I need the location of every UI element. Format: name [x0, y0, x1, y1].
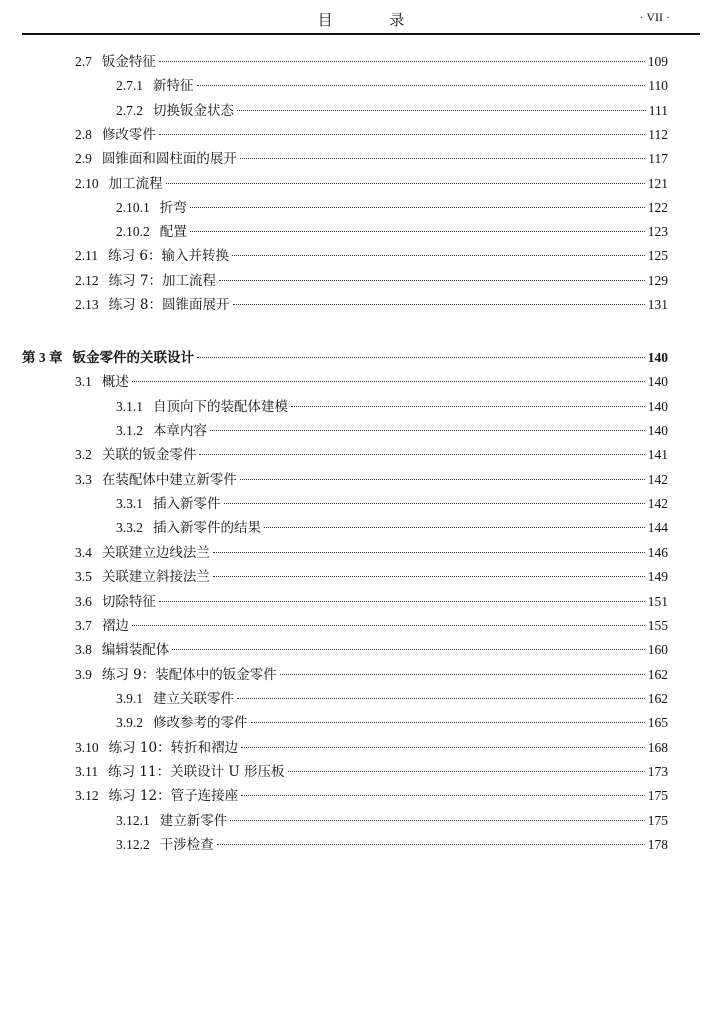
toc-dot-leader	[172, 649, 644, 650]
toc-entry-row	[75, 445, 668, 465]
toc-dot-leader	[237, 110, 646, 111]
toc-dot-leader	[240, 158, 645, 159]
toc-dot-leader	[132, 625, 645, 626]
toc-entry-title: 修改零件	[101, 126, 156, 143]
toc-entry-page: 151	[647, 593, 668, 609]
toc-dot-leader	[159, 601, 645, 602]
toc-dot-leader	[213, 552, 645, 553]
toc-entry-page: 121	[647, 175, 668, 191]
toc-entry-page: 144	[647, 520, 668, 536]
toc-entry-row	[116, 397, 668, 417]
toc-entry-row	[75, 295, 668, 315]
toc-entry-number: 2.10.1	[116, 199, 150, 215]
toc-entry-row	[75, 174, 668, 194]
toc-entry-row	[75, 640, 668, 660]
toc-entry-title: 练习 7：加工流程	[108, 272, 217, 289]
toc-entry-title: 切换钣金状态	[153, 102, 234, 119]
toc-entry-row	[75, 372, 668, 392]
toc-entry-title: 钣金零件的关联设计	[72, 350, 194, 366]
toc-entry-row	[75, 52, 668, 72]
toc-entry-page: 173	[647, 763, 668, 779]
toc-entry-number: 2.10	[75, 175, 99, 191]
toc-entry-row	[75, 762, 668, 782]
toc-dot-leader	[291, 406, 645, 407]
toc-entry-number: 3.4	[75, 544, 92, 560]
toc-entry-number: 第 3 章	[22, 350, 63, 365]
toc-entry-row	[75, 125, 668, 145]
toc-dot-leader	[251, 722, 645, 723]
toc-entry-row	[75, 271, 668, 291]
toc-entry-page: 140	[647, 423, 668, 439]
toc-entry-page: 168	[647, 739, 668, 755]
header-page-number: · VII ·	[639, 10, 670, 24]
toc-entry-title: 概述	[101, 374, 129, 391]
toc-dot-leader	[132, 381, 645, 382]
toc-dot-leader	[230, 820, 645, 821]
toc-entry-number: 3.12.2	[116, 837, 150, 852]
toc-dot-leader	[232, 255, 645, 256]
toc-entry-title: 练习 10：转折和褶边	[108, 739, 239, 756]
toc-entry-number: 3.12.1	[116, 812, 150, 828]
toc-dot-leader	[210, 430, 645, 431]
toc-entry-page: 131	[647, 297, 668, 312]
toc-entry-page: 160	[647, 642, 668, 658]
toc-dot-leader	[233, 304, 645, 305]
toc-entry-title: 自顶向下的装配体建模	[153, 398, 288, 415]
toc-entry-number: 3.7	[75, 617, 92, 633]
toc-entry-number: 3.9.2	[116, 715, 143, 731]
toc-entry-title: 加工流程	[108, 175, 163, 192]
toc-entry-page: 178	[647, 837, 668, 852]
toc-entry-number: 2.8	[75, 126, 92, 142]
toc-entry-page: 162	[647, 666, 668, 682]
toc-entry-title: 褶边	[101, 617, 129, 634]
toc-entry-number: 3.3.1	[116, 496, 143, 512]
toc-entry-title: 练习 11：关联设计 U 形压板	[108, 763, 285, 780]
toc-dot-leader	[237, 698, 645, 699]
toc-dot-leader	[213, 576, 645, 577]
toc-entry-page: 142	[647, 496, 668, 512]
toc-entry-page: 162	[647, 690, 668, 706]
toc-entry-number: 3.1	[75, 374, 92, 390]
toc-entry-title: 练习 6：输入并转换	[108, 248, 230, 265]
toc-entry-number: 3.8	[75, 642, 92, 658]
toc-entry-row	[75, 786, 668, 806]
toc-entry-title: 练习 8：圆锥面展开	[108, 297, 230, 313]
toc-entry-title: 钣金特征	[101, 54, 156, 70]
toc-entry-number: 3.10	[75, 739, 99, 755]
toc-entry-number: 3.6	[75, 593, 92, 609]
toc-chapter-row	[22, 348, 668, 368]
toc-entry-row	[75, 149, 668, 169]
toc-entry-number: 2.7.1	[116, 78, 143, 94]
toc-entry-number: 2.10.2	[116, 224, 150, 240]
toc-entry-row	[75, 470, 668, 490]
toc-entry-row	[75, 246, 668, 266]
toc-entry-page: 117	[648, 151, 668, 167]
toc-entry-row	[116, 713, 668, 733]
toc-entry-row	[116, 198, 668, 218]
toc-entry-row	[75, 738, 668, 758]
toc-dot-leader	[166, 183, 645, 184]
toc-entry-page: 155	[647, 617, 668, 633]
toc-entry-page: 175	[647, 812, 668, 828]
toc-dot-leader	[280, 674, 645, 675]
toc-entry-title: 折弯	[159, 199, 187, 216]
toc-entry-row	[116, 689, 668, 709]
toc-entry-title: 关联的钣金零件	[101, 447, 197, 464]
toc-dot-leader	[197, 357, 645, 358]
toc-entry-title: 练习 12：管子连接座	[108, 788, 239, 805]
toc-entry-title: 本章内容	[153, 423, 207, 440]
toc-dot-leader	[197, 85, 646, 86]
toc-entry-number: 2.13	[75, 297, 99, 312]
toc-entry-page: 140	[647, 350, 668, 365]
toc-entry-row	[116, 494, 668, 514]
toc-entry-title: 切除特征	[101, 593, 156, 610]
toc-entry-title: 在装配体中建立新零件	[101, 471, 237, 488]
toc-dot-leader	[159, 61, 645, 62]
toc-entry-number: 3.5	[75, 569, 92, 585]
toc-entry-row	[75, 567, 668, 587]
toc-entry-title: 关联建立边线法兰	[101, 544, 210, 561]
header-title: 目 录	[317, 11, 431, 29]
toc-entry-row	[116, 101, 668, 121]
toc-dot-leader	[190, 207, 645, 208]
toc-entry-page: 112	[648, 126, 668, 142]
toc-dot-leader	[241, 747, 645, 748]
toc-entry-number: 3.2	[75, 447, 92, 463]
toc-entry-title: 配置	[159, 224, 187, 241]
toc-entry-number: 3.11	[75, 763, 99, 779]
toc-dot-leader	[217, 844, 645, 845]
toc-entry-row	[116, 811, 668, 831]
toc-dot-leader	[288, 771, 645, 772]
toc-entry-page: 140	[647, 398, 668, 414]
toc-entry-number: 2.7	[75, 54, 92, 69]
toc-entry-number: 3.1.1	[116, 398, 143, 414]
toc-entry-page: 109	[647, 54, 668, 69]
toc-entry-page: 125	[647, 248, 668, 264]
toc-entry-title: 修改参考的零件	[153, 715, 248, 732]
toc-entry-page: 123	[647, 224, 668, 240]
toc-entry-page: 110	[648, 78, 668, 94]
toc-entry-number: 3.3	[75, 471, 92, 487]
toc-entry-title: 建立新零件	[159, 812, 228, 829]
toc-entry-page: 142	[647, 471, 668, 487]
toc-entry-number: 3.9	[75, 666, 92, 682]
toc-entry-row	[116, 76, 668, 96]
toc-entry-row	[116, 518, 668, 538]
toc-entry-number: 3.12	[75, 788, 99, 804]
toc-entry-title: 新特征	[153, 78, 194, 95]
toc-entry-number: 3.1.2	[116, 423, 143, 439]
toc-entry-page: 165	[647, 715, 668, 731]
toc-entry-page: 149	[647, 569, 668, 585]
toc-entry-number: 3.9.1	[116, 690, 143, 706]
toc-entry-number: 2.9	[75, 151, 92, 167]
toc-entry-page: 146	[647, 544, 668, 560]
toc-entry-page: 175	[647, 788, 668, 804]
toc-dot-leader	[219, 280, 645, 281]
toc-dot-leader	[224, 503, 645, 504]
toc-entry-number: 2.7.2	[116, 102, 143, 118]
toc-dot-leader	[159, 134, 645, 135]
toc-entry-title: 干涉检查	[159, 837, 214, 853]
toc-entry-row	[75, 616, 668, 636]
toc-entry-title: 插入新零件	[153, 496, 221, 513]
toc-entry-title: 关联建立斜接法兰	[101, 569, 210, 586]
toc-entry-title: 建立关联零件	[153, 690, 234, 707]
toc-entry-title: 编辑装配体	[101, 642, 170, 659]
toc-entry-page: 141	[647, 447, 668, 463]
toc-entry-number: 2.11	[75, 248, 99, 264]
toc-entry-row	[116, 835, 668, 855]
page-header	[22, 0, 700, 35]
toc-entry-number: 2.12	[75, 272, 99, 288]
toc-entry-number: 3.3.2	[116, 520, 143, 536]
toc-dot-leader	[199, 454, 644, 455]
toc-dot-leader	[264, 527, 645, 528]
toc-dot-leader	[240, 479, 645, 480]
toc-entry-page: 140	[647, 374, 668, 390]
toc-dot-leader	[190, 231, 645, 232]
toc-entry-row	[116, 222, 668, 242]
toc-entry-title: 练习 9：装配体中的钣金零件	[101, 666, 277, 683]
toc-entry-title: 圆锥面和圆柱面的展开	[101, 151, 237, 168]
toc-dot-leader	[241, 795, 645, 796]
toc-entry-page: 111	[648, 102, 668, 118]
toc-entry-row	[75, 543, 668, 563]
toc-entry-page: 122	[647, 199, 668, 215]
toc-entry-row	[75, 665, 668, 685]
toc-entry-title: 插入新零件的结果	[153, 520, 261, 537]
toc-entry-row	[116, 421, 668, 441]
toc-entry-row	[75, 592, 668, 612]
toc-entry-page: 129	[647, 272, 668, 288]
